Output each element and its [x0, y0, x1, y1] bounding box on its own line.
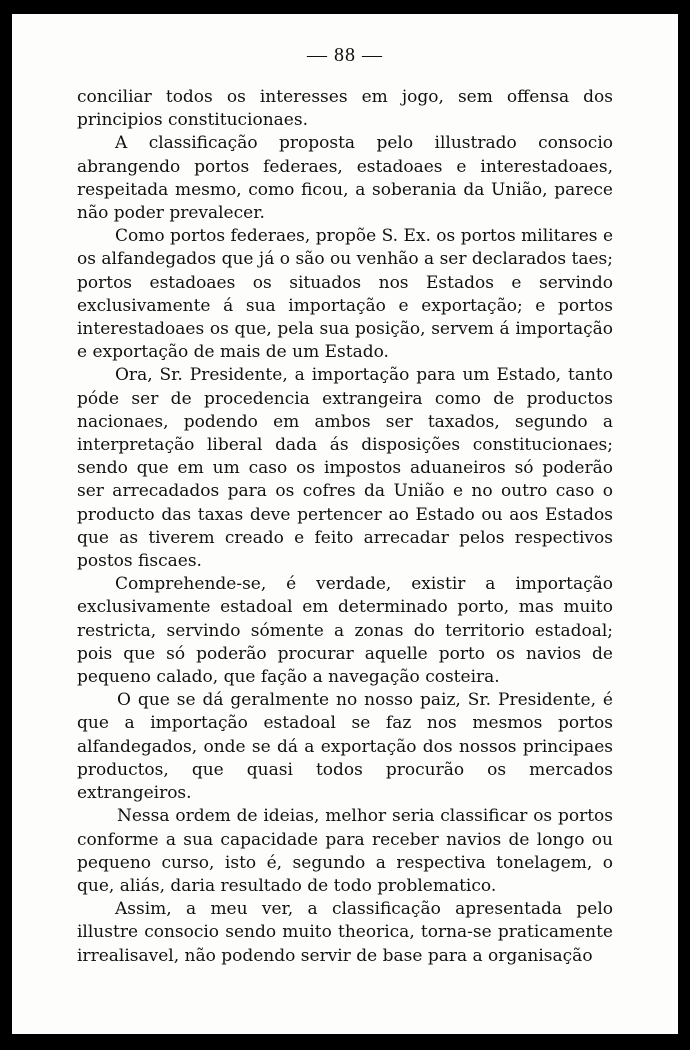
document-page: [12, 14, 678, 1034]
paragraph-1: conciliar todos os interesses em jogo, sem offensa dos principios constitucionaes.: [77, 87, 613, 131]
body-text: [77, 86, 613, 968]
paragraph-5: Comprehende-se, é verdade, existir a importação exclusivamente estadoal em determinado porto, mas muito restricta, servindo sómente a zonas do territorio estadoal; pois que só poderão procurar aquelle porto os navios de pequeno calado, que fação a navegação costeira.: [77, 574, 613, 688]
paragraph-2: A classificação proposta pelo illustrado consocio abrangendo portos federaes, estadoaes e interestadoaes, respeitada mesmo, como ficou, a soberania da União, parece não poder prevalecer.: [77, 133, 613, 224]
paragraph-3: Como portos federaes, propõe S. Ex. os portos militares e os alfandegados que já o são ou venhão a ser declarados taes; portos estadoaes os situados nos Estados e servindo exclusivamente á sua importação e exportação; e portos interestadoaes os que, pela sua posição, servem á importação e exportação de mais de um Estado.: [77, 226, 613, 363]
paragraph-6: O que se dá geralmente no nosso paiz, Sr. Presidente, é que a importação estadoal se faz nos mesmos portos alfandegados, onde se dá a exportação dos nossos principaes productos, que quasi todos procurão os mercados extrangeiros.: [77, 690, 613, 804]
page-number: — 88 —: [307, 44, 383, 66]
paragraph-4: Ora, Sr. Presidente, a importação para um Estado, tanto póde ser de procedencia extrangeira como de productos nacionaes, podendo em ambos ser taxados, segundo a interpretação liberal dada ás disposições constitucionaes; sendo que em um caso os impostos aduaneiros só poderão ser arrecadados para os cofres da União e no outro caso o producto das taxas deve pertencer ao Estado ou aos Estados que as tiverem creado e feito arrecadar pelos respectivos postos fiscaes.: [77, 365, 613, 572]
paragraph-8: Assim, a meu ver, a classificação apresentada pelo illustre consocio sendo muito theorica, torna-se praticamente irrealisavel, não podendo servir de base para a organisação: [77, 899, 613, 966]
paragraph-7: Nessa ordem de ideias, melhor seria classificar os portos conforme a sua capacidade para receber navios de longo ou pequeno curso, isto é, segundo a respectiva tonelagem, o que, aliás, daria resultado de todo problematico.: [77, 806, 613, 896]
